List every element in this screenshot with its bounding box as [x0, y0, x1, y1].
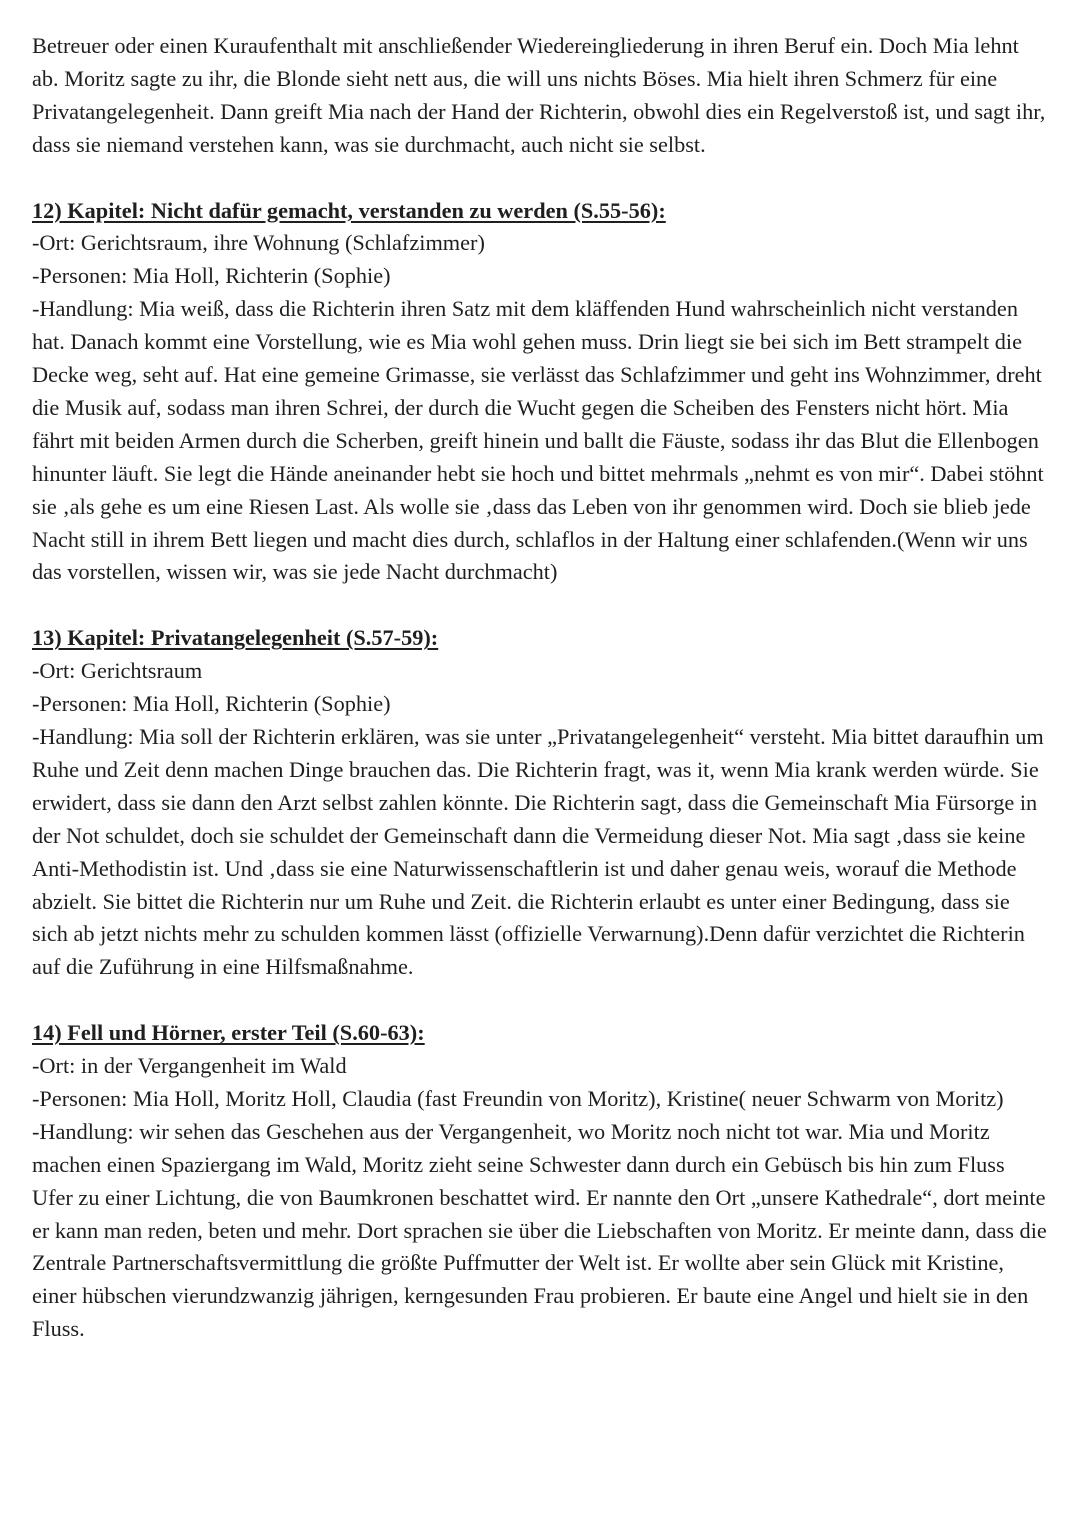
chapter-14-section — [32, 1017, 1047, 1346]
chapter-13-handlung: -Handlung: Mia soll der Richterin erklären, was sie unter „Privatangelegenheit“ versteht. Mia bittet daraufhin um Ruhe und Zeit denn machen Dinge brauchen das. Die Richterin fragt, was it, wenn Mia krank werden würde. Sie erwidert, dass sie dann den Arzt selbst zahlen könnte. Die Richterin sagt, dass die Gemeinschaft Mia Fürsorge in der Not schuldet, doch sie schuldet der Gemeinschaft dann die Vermeidung dieser Not. Mia sagt ‚dass sie keine Anti-Methodistin ist. Und ‚dass sie eine Naturwissenschaftlerin ist und daher genau weis, worauf die Methode abzielt. Sie bittet die Richterin nur um Ruhe und Zeit. die Richterin erlaubt es unter einer Bedingung, dass sie sich ab jetzt nichts mehr zu schulden kommen lässt (offizielle Verwarnung).Denn dafür verzichtet die Richterin auf die Zuführung in eine Hilfsmaßnahme. — [32, 724, 1044, 980]
intro-paragraph: Betreuer oder einen Kuraufenthalt mit anschließender Wiedereingliederung in ihren Beruf ein. Doch Mia lehnt ab. Moritz sagte zu ihr, die Blonde sieht nett aus, die will uns nichts Böses. Mia hielt ihren Schmerz für eine Privatangelegenheit. Dann greift Mia nach der Hand der Richterin, obwohl dies ein Regelverstoß ist, und sagt ihr, dass sie niemand verstehen kann, was sie durchmacht, auch nicht sie selbst. — [32, 33, 1046, 157]
chapter-13-ort: -Ort: Gerichtsraum — [32, 658, 203, 684]
chapter-12-section — [32, 195, 1047, 590]
paragraph-gap — [32, 984, 1047, 1017]
chapter-14-handlung: -Handlung: wir sehen das Geschehen aus der Vergangenheit, wo Moritz noch nicht tot war. Mia und Moritz machen einen Spaziergang im Wald, Moritz zieht seine Schwester dann durch ein Gebüsch bis hin zum Fluss Ufer zu einer Lichtung, die von Baumkronen beschattet wird. Er nannte den Ort „unsere Kathedrale“, dort meinte er kann man reden, beten und mehr. Dort sprachen sie über die Liebschaften von Moritz. Er meinte dann, dass die Zentrale Partnerschaftsvermittlung die größte Puffmutter der Welt ist. Er wollte aber sein Glück mit Kristine, einer hübschen vierundzwanzig jährigen, kerngesunden Frau probieren. Er baute eine Angel und hielt sie in den Fluss. — [32, 1118, 1047, 1342]
document-page — [32, 30, 1047, 1346]
chapter-14-ort: -Ort: in der Vergangenheit im Wald — [32, 1053, 347, 1079]
chapter-12-handlung: -Handlung: Mia weiß, dass die Richterin ihren Satz mit dem kläffenden Hund wahrscheinlich nicht verstanden hat. Danach kommt eine Vorstellung, wie es Mia wohl gehen muss. Drin liegt sie bei sich im Bett strampelt die Decke weg, seht auf. Hat eine gemeine Grimasse, sie verlässt das Schlafzimmer und geht ins Wohnzimmer, dreht die Musik auf, sodass man ihren Schrei, der durch die Wucht gegen die Scheiben des Fensters nicht hört. Mia fährt mit beiden Armen durch die Scherben, greift hinein und ballt die Fäuste, sodass ihr das Blut die Ellenbogen hinunter läuft. Sie legt die Hände aneinander hebt sie hoch und bittet mehrmals „nehmt es von mir“. Dabei stöhnt sie ‚als gehe es um eine Riesen Last. Als wolle sie ‚dass das Leben von ihr genommen wird. Doch sie blieb jede Nacht still in ihrem Bett liegen und macht dies durch, schlaflos in der Haltung einer schlafenden.(Wenn wir uns das vorstellen, wissen wir, was sie jede Nacht durchmacht) — [32, 296, 1044, 585]
paragraph-gap — [32, 162, 1047, 195]
chapter-14-heading: 14) Fell und Hörner, erster Teil (S.60-63): — [32, 1020, 425, 1046]
chapter-14-personen: -Personen: Mia Holl, Moritz Holl, Claudia (fast Freundin von Moritz), Kristine( neuer Schwarm von Moritz) — [32, 1085, 1004, 1111]
chapter-13-section — [32, 622, 1047, 984]
chapter-13-heading: 13) Kapitel: Privatangelegenheit (S.57-59): — [32, 625, 439, 651]
chapter-13-personen: -Personen: Mia Holl, Richterin (Sophie) — [32, 691, 391, 717]
paragraph-gap — [32, 589, 1047, 622]
chapter-12-personen: -Personen: Mia Holl, Richterin (Sophie) — [32, 263, 391, 289]
chapter-12-heading: 12) Kapitel: Nicht dafür gemacht, verstanden zu werden (S.55-56): — [32, 197, 666, 223]
chapter-12-ort: -Ort: Gerichtsraum, ihre Wohnung (Schlafzimmer) — [32, 230, 485, 256]
